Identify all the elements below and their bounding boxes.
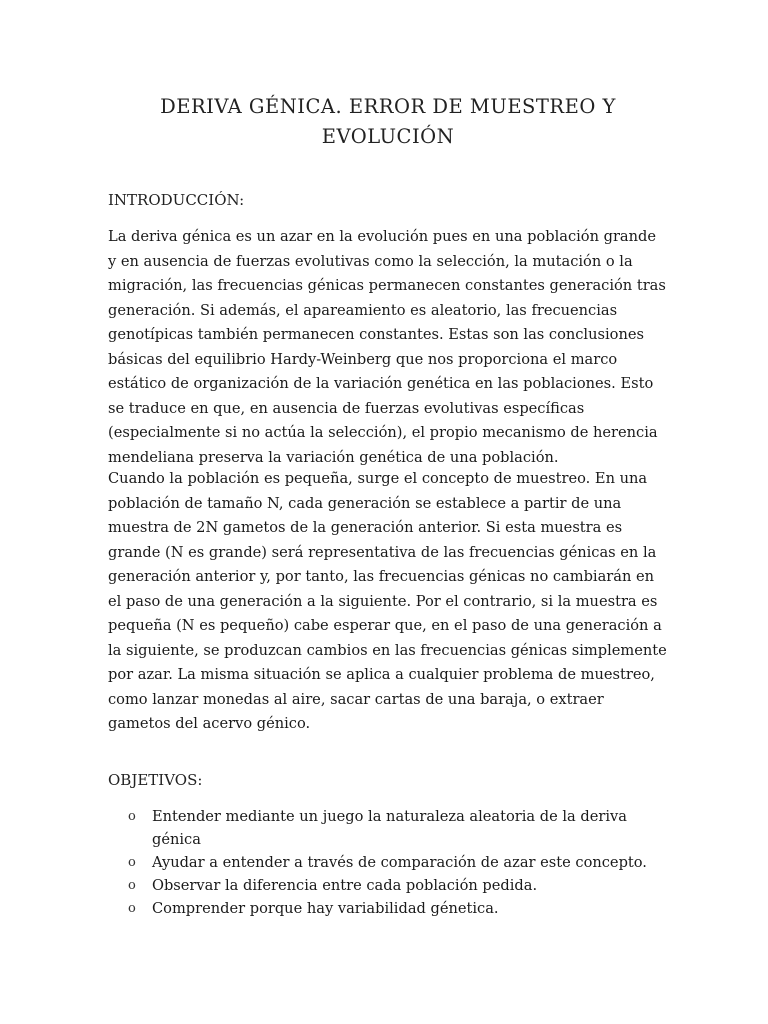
objectives-list xyxy=(108,805,668,920)
objective-item xyxy=(108,897,668,920)
objective-text: Ayudar a entender a través de comparación de azar este concepto. xyxy=(152,854,647,871)
bullet-icon: o xyxy=(128,878,136,893)
objective-text: Comprender porque hay variabilidad génetica. xyxy=(152,900,499,917)
objective-item xyxy=(108,805,668,851)
bullet-icon: o xyxy=(128,855,136,870)
objective-item xyxy=(108,851,668,874)
objectives-heading: OBJETIVOS: xyxy=(108,771,203,789)
objective-text: Observar la diferencia entre cada población pedida. xyxy=(152,877,538,894)
title-line-1: DERIVA GÉNICA. ERROR DE MUESTREO Y xyxy=(160,95,616,118)
title-line-2: EVOLUCIÓN xyxy=(321,125,455,148)
introduction-heading: INTRODUCCIÓN: xyxy=(108,191,245,209)
objective-text: Entender mediante un juego la naturaleza aleatoria de la deriva génica xyxy=(152,808,627,848)
objective-item xyxy=(108,874,668,897)
introduction-paragraph-1: La deriva génica es un azar en la evolución pues en una población grande y en ausencia de fuerzas evolutivas como la selección, la mutación o la migración, las frecuencias génicas permanecen constantes generación tras generación. Si además, el apareamiento es aleatorio, las frecuencias genotípicas también permanecen constantes. Estas son las conclusiones básicas del equilibrio Hardy-Weinberg que nos proporciona el marco estático de organización de la variación genética en las poblaciones. Esto se traduce en que, en ausencia de fuerzas evolutivas específicas (especialmente si no actúa la selección), el propio mecanismo de herencia mendeliana preserva la variación genética de una población. xyxy=(108,228,666,466)
bullet-icon: o xyxy=(128,901,136,916)
introduction-paragraph-2: Cuando la población es pequeña, surge el concepto de muestreo. En una población de tamaño N, cada generación se establece a partir de una muestra de 2N gametos de la generación anterior. Si esta muestra es grande (N es grande) será representativa de las frecuencias génicas en la generación anterior y, por tanto, las frecuencias génicas no cambiarán en el paso de una generación a la siguiente. Por el contrario, si la muestra es pequeña (N es pequeño) cabe esperar que, en el paso de una generación a la siguiente, se produzcan cambios en las frecuencias génicas simplemente por azar. La misma situación se aplica a cualquier problema de muestreo, como lanzar monedas al aire, sacar cartas de una baraja, o extraer gametos del acervo génico. xyxy=(108,470,667,732)
bullet-icon: o xyxy=(128,809,136,824)
document-title xyxy=(108,92,668,152)
